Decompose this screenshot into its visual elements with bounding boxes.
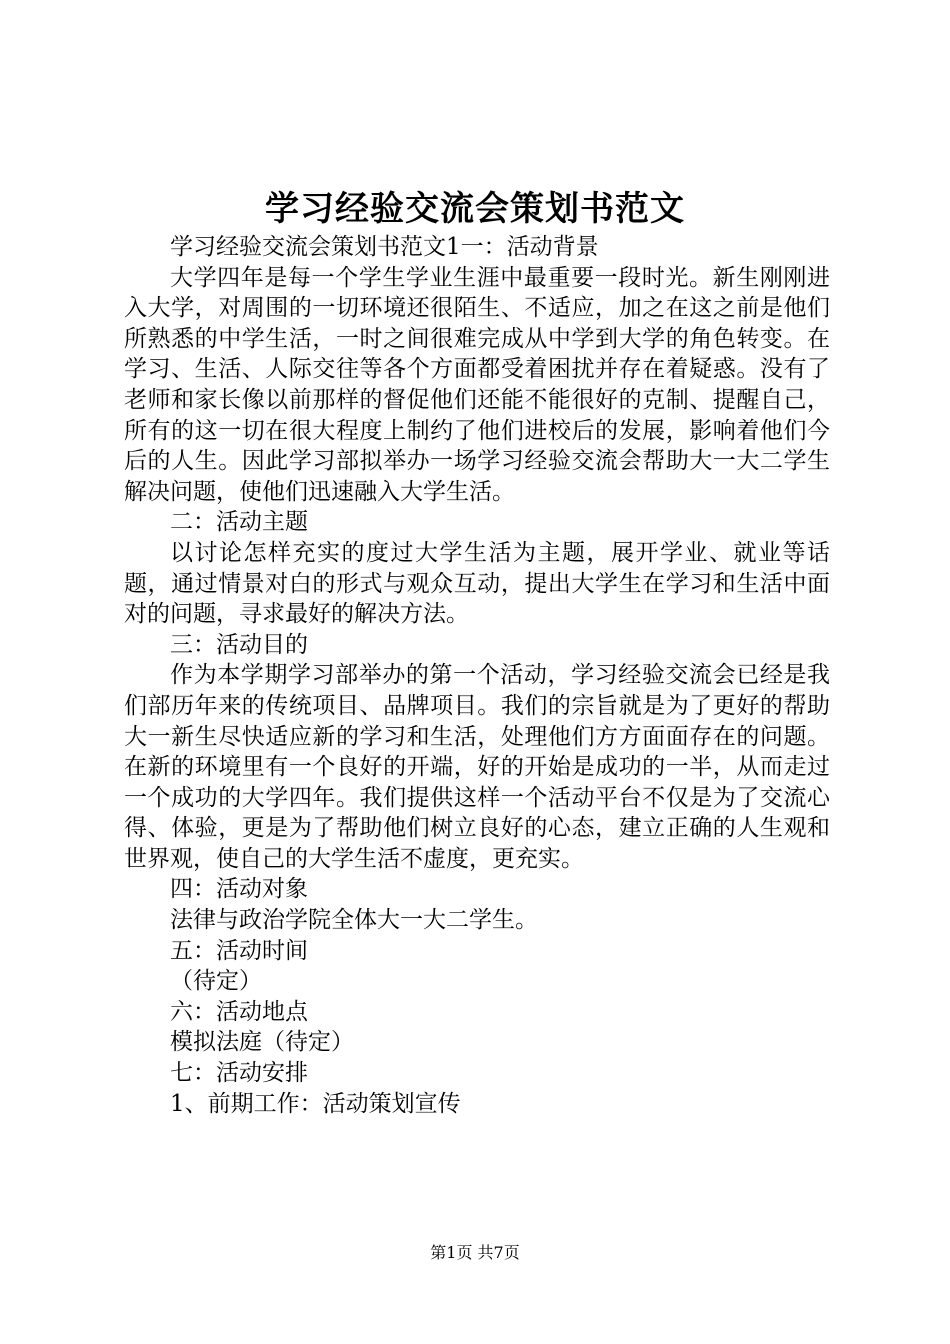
section-heading-arrangement: 七：活动安排 <box>170 1060 308 1087</box>
page-number-footer: 第1页 共7页 <box>430 1243 520 1262</box>
paragraph-location: 模拟法庭（待定） <box>170 1029 354 1056</box>
paragraph-arrangement-item: 1、前期工作：活动策划宣传 <box>170 1090 461 1117</box>
section-heading-time: 五：活动时间 <box>170 937 308 964</box>
document-title: 学习经验交流会策划书范文 <box>265 189 685 229</box>
paragraph-theme: 以讨论怎样充实的度过大学生活为主题，展开学业、就业等话题，通过情景对白的形式与观众互动，提出大学生在学习和生活中面对的问题，寻求最好的解决方法。 <box>124 539 830 628</box>
paragraph-background: 大学四年是每一个学生学业生涯中最重要一段时光。新生刚刚进入大学，对周围的一切环境还很陌生、不适应，加之在这之前是他们所熟悉的中学生活，一时之间很难完成从中学到大学的角色转变。在学习、生活、人际交往等各个方面都受着困扰并存在着疑惑。没有了老师和家长像以前那样的督促他们还能不能很好的克制、提醒自己，所有的这一切在很大程度上制约了他们进校后的发展，影响着他们今后的人生。因此学习部拟举办一场学习经验交流会帮助大一大二学生解决问题，使他们迅速融入大学生活。 <box>124 264 830 505</box>
paragraph-purpose: 作为本学期学习部举办的第一个活动，学习经验交流会已经是我们部历年来的传统项目、品牌项目。我们的宗旨就是为了更好的帮助大一新生尽快适应新的学习和生活，处理他们方方面面存在的问题。在新的环境里有一个良好的开端，好的开始是成功的一半，从而走过一个成功的大学四年。我们提供这样一个活动平台不仅是为了交流心得、体验，更是为了帮助他们树立良好的心态，建立正确的人生观和世界观，使自己的大学生活不虚度，更充实。 <box>124 662 830 872</box>
section-heading-audience: 四：活动对象 <box>170 876 308 903</box>
section-heading-purpose: 三：活动目的 <box>170 631 308 658</box>
paragraph-time: （待定） <box>170 968 262 995</box>
section-heading-location: 六：活动地点 <box>170 998 308 1025</box>
paragraph-intro-heading: 学习经验交流会策划书范文1一：活动背景 <box>170 234 599 260</box>
document-body <box>124 232 830 1119</box>
section-heading-theme: 二：活动主题 <box>170 509 308 536</box>
paragraph-audience: 法律与政治学院全体大一大二学生。 <box>170 907 538 934</box>
